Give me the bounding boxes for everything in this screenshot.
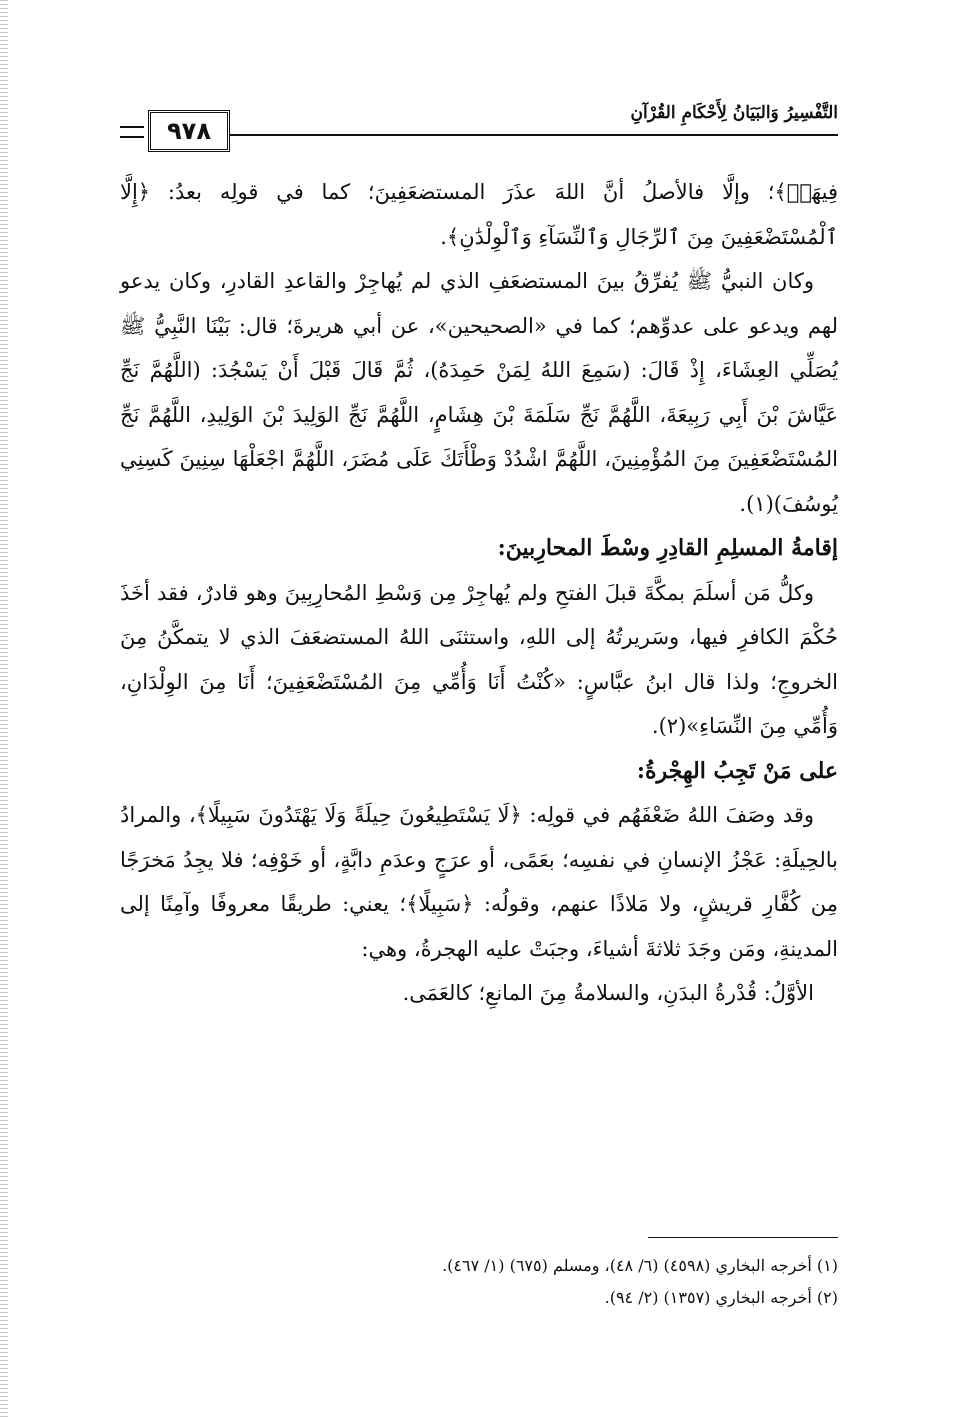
footnotes [120, 1250, 838, 1314]
section-heading-1: إقامةُ المسلِمِ القادِرِ وسْطَ المحارِبينَ: [497, 535, 838, 561]
page-number: ٩٧٨ [148, 110, 230, 152]
paragraph-3: وكلُّ مَن أسلَمَ بمكَّةَ قبلَ الفتحِ ولم يُهاجِرْ مِن وَسْطِ المُحارِبِينَ وهو قادرٌ، فقد أخَذَ حُكْمَ الكافرِ فيها، وسَريرتُهُ إلى اللهِ، واستثنَى اللهُ المستضعَفَ الذي لا يتمكَّنُ مِنَ الخروجِ؛ ولذا قال ابنُ عبَّاسٍ: «كُنْتُ أَنَا وَأُمِّي مِنَ المُسْتَضْعَفِينَ؛ أَنَا مِنَ الوِلْدَانِ، وَأُمِّي مِنَ النِّسَاءِ»(٢). [120, 580, 838, 738]
paragraph-4: وقد وصَفَ اللهُ ضَعْفَهُم في قولِه: ﴿لَا يَسْتَطِيعُونَ حِيلَةً وَلَا يَهْتَدُونَ سَبِيلًا﴾، والمرادُ بالحِيلَةِ: عَجْزُ الإنسانِ في نفسِه؛ بعَمًى، أو عرَجٍ وعدَمِ دابَّةٍ، أو خَوْفِه؛ فلا يجِدُ مَخرَجًا مِن كُفَّارِ قريشٍ، ولا مَلاذًا عنهم، وقولُه: ﴿سَبِيلًا﴾؛ يعني: طريقًا معروفًا وآمِنًا إلى المدينةِ، ومَن وجَدَ ثلاثةَ أشياءَ، وجبَتْ عليه الهجرةُ، وهي: [120, 803, 838, 961]
paragraph-5: الأوَّلُ: قُدْرةُ البدَنِ، والسلامةُ مِنَ المانعِ؛ كالعَمَى. [402, 981, 814, 1005]
footnote-1: (١) أخرجه البخاري (٤٥٩٨) (٦/ ٤٨)، ومسلم (٦٧٥) (١/ ٤٦٧). [442, 1256, 838, 1275]
running-head-title: التَّفْسِيرُ وَالبَيَانُ لِأَحْكَامِ القُرْآنِ [630, 103, 838, 123]
section-heading-2: على مَنْ تَجِبُ الهِجْرةُ: [636, 757, 838, 784]
footnote-2: (٢) أخرجه البخاري (١٣٥٧) (٢/ ٩٤). [604, 1288, 838, 1307]
header-rule [230, 126, 838, 136]
footnote-separator [648, 1237, 838, 1238]
scan-edge [0, 0, 8, 1417]
main-text [120, 170, 838, 1016]
paragraph-2: وكان النبيُّ ﷺ يُفرِّقُ بينَ المستضعَفِ الذي لم يُهاجِرْ والقاعدِ القادرِ، وكان يدعو لهم ويدعو على عدوِّهم؛ كما في «الصحيحين»، عن أبي هريرةَ؛ قال: بَيْنَا النَّبِيُّ ﷺ يُصَلِّي العِشَاءَ، إِذْ قَالَ: (سَمِعَ اللهُ لِمَنْ حَمِدَهُ)، ثُمَّ قَالَ قَبْلَ أَنْ يَسْجُدَ: (اللَّهُمَّ نَجِّ عَيَّاشَ بْنَ أَبِي رَبِيعَةَ، اللَّهُمَّ نَجِّ سَلَمَةَ بْنَ هِشَامٍ، اللَّهُمَّ نَجِّ الوَلِيدَ بْنَ الوَلِيدِ، اللَّهُمَّ نَجِّ المُسْتَضْعَفِينَ مِنَ المُؤْمِنِينَ، اللَّهُمَّ اشْدُدْ وَطْأَتَكَ عَلَى مُضَرَ، اللَّهُمَّ اجْعَلْهَا سِنِينَ كَسِنِي يُوسُفَ)(١). [120, 269, 838, 516]
paragraph-1: فِيهَاۚ﴾؛ وإلَّا فالأصلُ أنَّ اللهَ عذَرَ المستضعَفِينَ؛ كما في قولِه بعدُ: ﴿إِلَّا ٱلْمُسْتَضْعَفِينَ مِنَ ٱلرِّجَالِ وَٱلنِّسَآءِ وَٱلْوِلْدَٰنِ﴾. [120, 180, 838, 249]
header-rule-left [120, 126, 144, 138]
